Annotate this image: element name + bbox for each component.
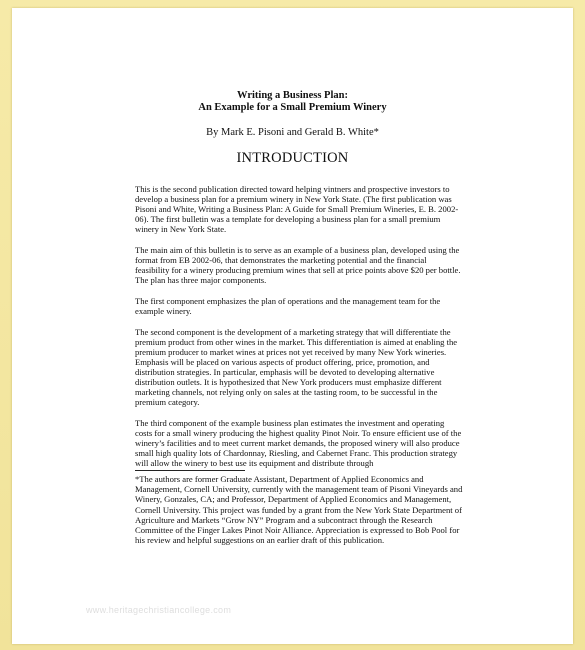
footnote-text: *The authors are former Graduate Assistant, Department of Applied Economics and Management, Cornell University, currently with the management team of Pisoni Vineyards and Winery, Gonzales, CA; and Professor, Department of Applied Economics and Management, Cornell University. This project was funded by a grant from the New York State Department of Agriculture and Markets “Grow NY” Program and a subcontract through the Research Committee of the Finger Lakes Pinot Noir Alliance. Appreciation is expressed to Bob Pool for his review and helpful suggestions on an earlier draft of this publication. bbox=[135, 474, 463, 545]
footnote bbox=[135, 474, 463, 545]
document-page bbox=[12, 8, 573, 644]
document-authors: By Mark E. Pisoni and Gerald B. White* bbox=[206, 127, 379, 138]
section-heading: INTRODUCTION bbox=[236, 150, 349, 166]
watermark: www.heritagechristiancollege.com bbox=[86, 605, 232, 615]
footnote-divider bbox=[135, 470, 245, 471]
paragraph-3: The first component emphasizes the plan of operations and the management team for the example winery. bbox=[135, 295, 441, 316]
paragraph-5: The third component of the example business plan estimates the investment and operating costs for a small winery producing the highest quality Pinot Noir. To ensure efficient use of the winery’s facilities and to meet current market demands, the proposed winery will also produce small high quality lots of Chardonnay, Riesling, and Cabernet Franc. This production strategy will allow the winery to best use its equipment and distribute through bbox=[135, 417, 462, 469]
title-block bbox=[12, 90, 573, 166]
paragraph-2: The main aim of this bulletin is to serve as an example of a business plan, developed using the format from EB 2002-06, that demonstrates the marketing potential and the financial feasibility for a winery producing premium wines that sell at price points above $20 per bottle. The plan has three major components. bbox=[135, 244, 461, 286]
document-title-line-2: An Example for a Small Premium Winery bbox=[198, 102, 387, 113]
paragraph-1: This is the second publication directed toward helping vintners and prospective investors to develop a business plan for a premium winery in New York State. (The first publication was Pisoni and White, Writing a Business Plan: A Guide for Small Premium Wineries, E. B. 2002-06). The first bulletin was a template for developing a business plan for a small premium winery in New York State. bbox=[135, 184, 459, 235]
paragraph-4: The second component is the development of a marketing strategy that will differentiate the premium product from other wines in the market. This differentiation is aimed at enabling the premium producer to market wines at prices not yet received by many New York wineries. Emphasis will be placed on various aspects of product offering, price, promotion, and distribution strategies. In particular, emphasis will be devoted to developing alternative distribution outlets. It is hypothesized that New York producers must emphasize different marketing channels, not relying only on sales at the tasting room, to be successful in the premium category. bbox=[135, 326, 458, 408]
document-body bbox=[135, 184, 463, 545]
document-title-line-1: Writing a Business Plan: bbox=[237, 90, 348, 101]
